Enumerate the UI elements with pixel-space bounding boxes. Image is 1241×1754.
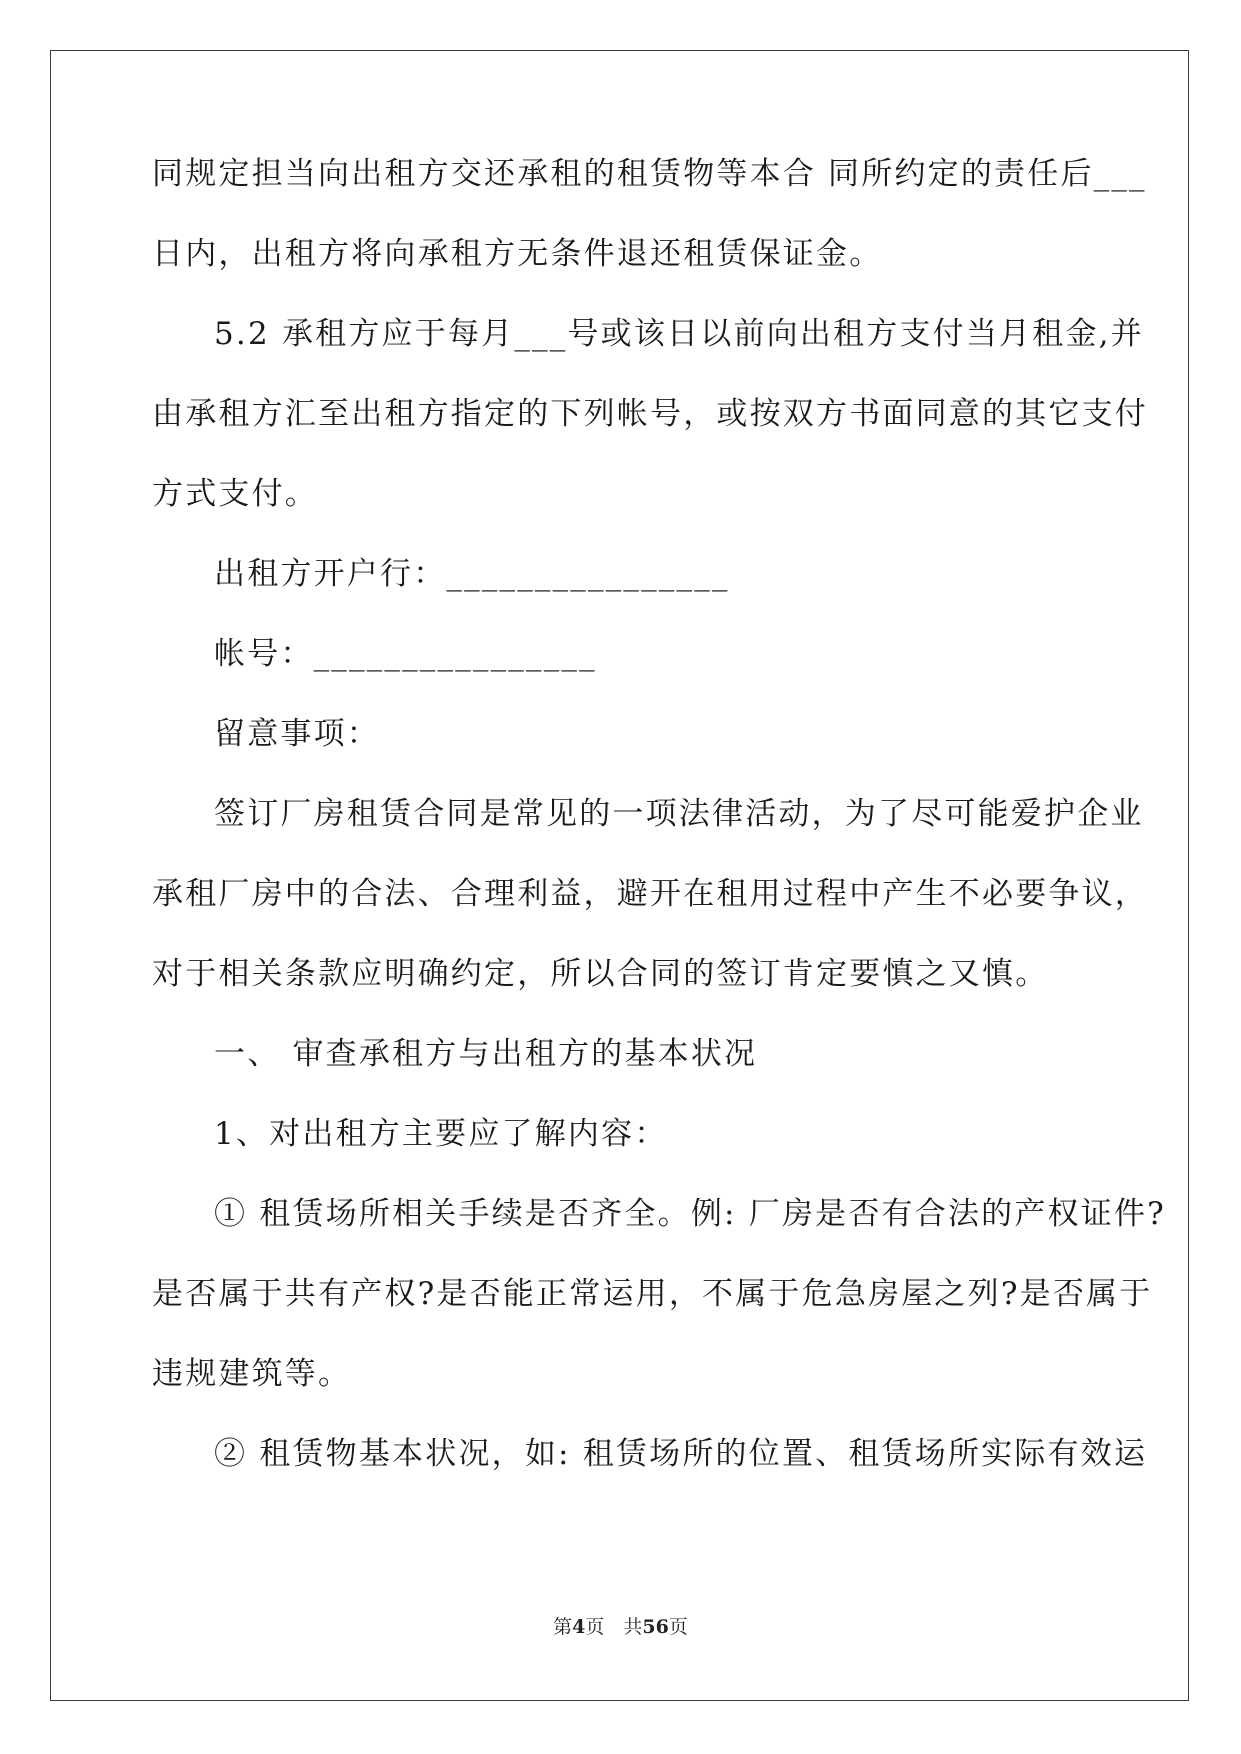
page-mid: 页 共 <box>585 1616 643 1638</box>
page-number: 4 <box>572 1616 586 1638</box>
page-suffix: 页 <box>668 1616 688 1638</box>
paragraph-line: 5.2 承租方应于每月___号或该日以前向出租方支付当月租金,并 <box>214 316 1144 352</box>
list-item: ② 租赁物基本状况，如: 租赁场所的位置、租赁场所实际有效运 <box>214 1436 1148 1472</box>
account-field: 帐号：________________ <box>214 636 597 672</box>
paragraph-line: 由承租方汇至出租方指定的下列帐号，或按双方书面同意的其它支付 <box>152 396 1148 432</box>
page-total: 56 <box>642 1616 669 1638</box>
paragraph-line: 是否属于共有产权?是否能正常运用，不属于危急房屋之列?是否属于 <box>152 1276 1153 1312</box>
page-footer <box>0 1612 1241 1639</box>
section-heading: 一、 审查承租方与出租方的基本状况 <box>214 1036 758 1072</box>
section-heading: 留意事项： <box>214 716 380 752</box>
list-item: ① 租赁场所相关手续是否齐全。例: 厂房是否有合法的产权证件? <box>214 1196 1166 1232</box>
page-prefix: 第 <box>553 1616 573 1638</box>
paragraph-line: 同规定担当向出租方交还承租的租赁物等本合 同所约定的责任后___ <box>152 156 1147 192</box>
paragraph-line: 日内，出租方将向承租方无条件退还租赁保证金。 <box>152 236 883 272</box>
paragraph-line: 方式支付。 <box>152 476 318 512</box>
paragraph-line: 违规建筑等。 <box>152 1356 352 1392</box>
paragraph-line: 签订厂房租赁合同是常见的一项法律活动，为了尽可能爱护企业 <box>214 796 1144 832</box>
paragraph-line: 承租厂房中的合法、合理利益，避开在租用过程中产生不必要争议， <box>152 876 1148 912</box>
paragraph-line: 对于相关条款应明确约定，所以合同的签订肯定要慎之又慎。 <box>152 956 1049 992</box>
bank-field: 出租方开户行：________________ <box>214 556 730 592</box>
subsection-heading: 1、对出租方主要应了解内容： <box>214 1116 668 1152</box>
